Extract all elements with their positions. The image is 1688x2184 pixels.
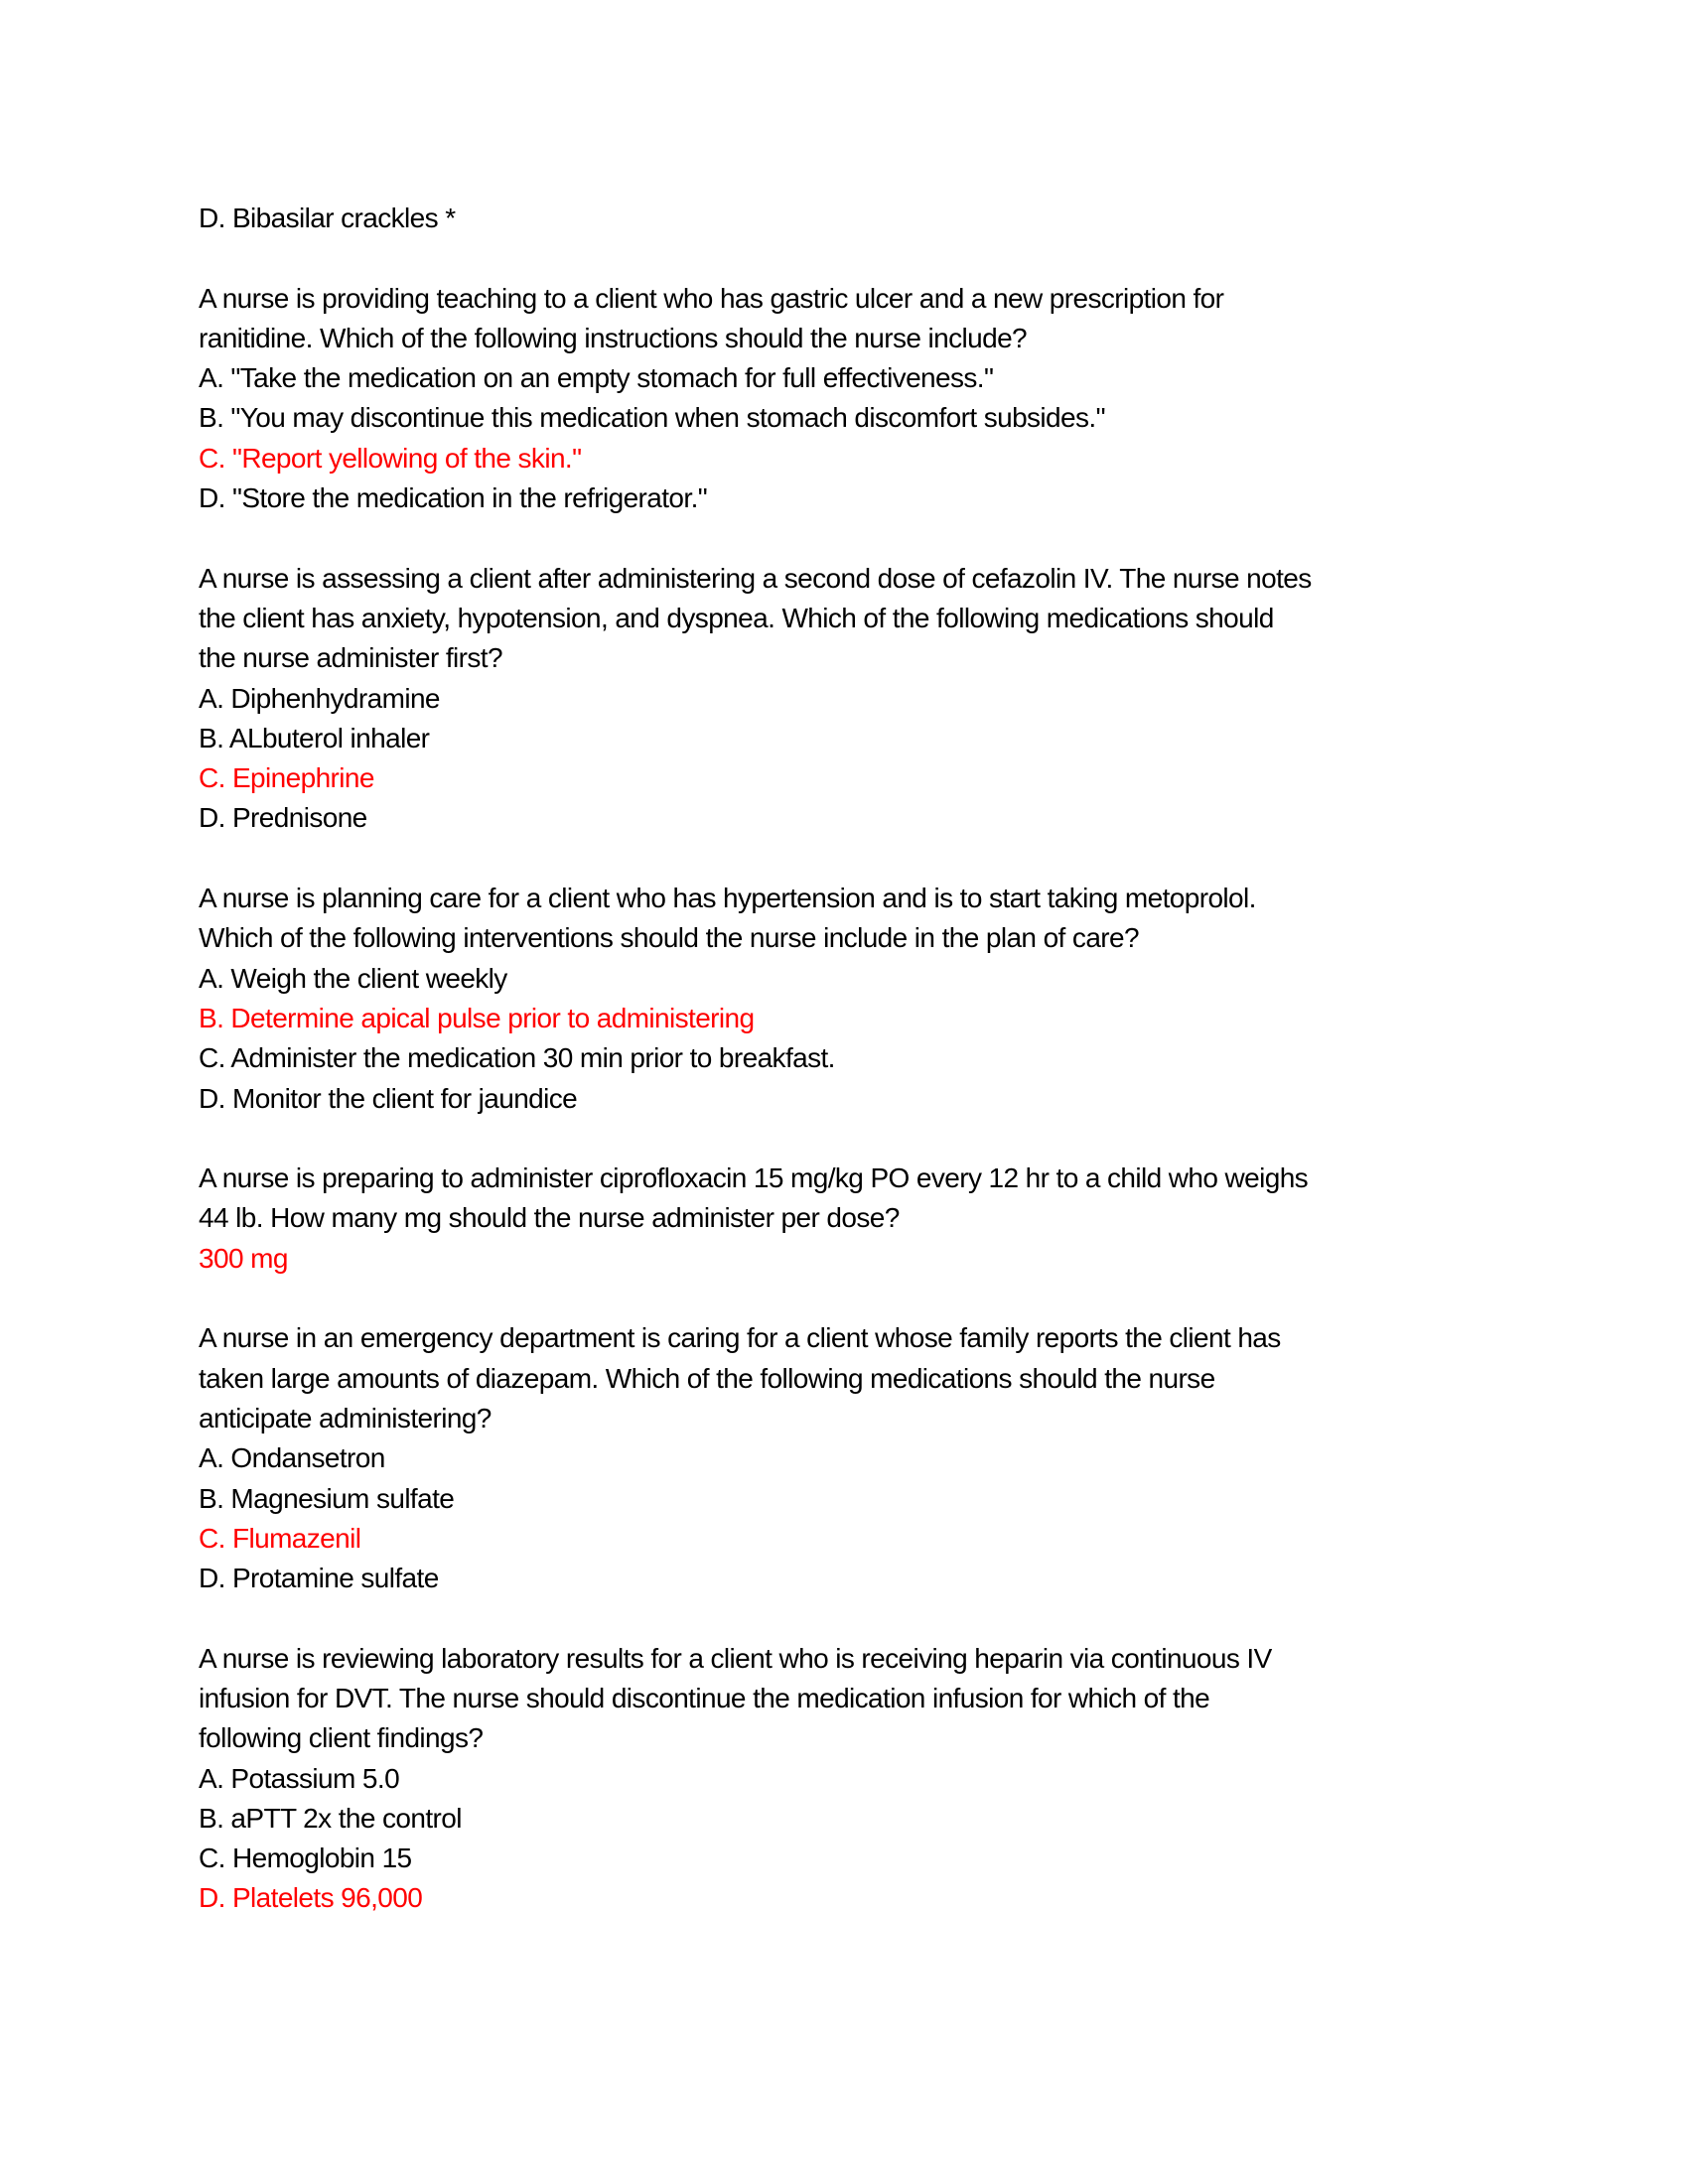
option-a: A. Ondansetron bbox=[199, 1442, 385, 1474]
question-5 bbox=[199, 1318, 1489, 1598]
spacer bbox=[199, 1119, 1489, 1159]
spacer bbox=[199, 1598, 1489, 1638]
question-stem-line: A nurse in an emergency department is caring for a client whose family reports the client has bbox=[199, 1322, 1281, 1354]
question-stem-line: A nurse is preparing to administer ciprofloxacin 15 mg/kg PO every 12 hr to a child who weighs bbox=[199, 1162, 1309, 1194]
question-6 bbox=[199, 1639, 1489, 1919]
option-d: D. Prednisone bbox=[199, 802, 367, 834]
option-b: B. ALbuterol inhaler bbox=[199, 722, 430, 753]
question-stem-line: following client findings? bbox=[199, 1722, 484, 1754]
question-stem-line: A nurse is assessing a client after administering a second dose of cefazolin IV. The nurse notes bbox=[199, 562, 1312, 594]
spacer bbox=[199, 1279, 1489, 1318]
question-stem-line: the nurse administer first? bbox=[199, 642, 502, 674]
question-stem-line: Which of the following interventions should the nurse include in the plan of care? bbox=[199, 922, 1139, 954]
option-c-correct-answer: C. Flumazenil bbox=[199, 1522, 361, 1554]
option-c-correct-answer: C. Epinephrine bbox=[199, 762, 374, 794]
option-a: A. Diphenhydramine bbox=[199, 682, 440, 714]
option-d: D. "Store the medication in the refrigerator." bbox=[199, 482, 708, 514]
question-stem-line: anticipate administering? bbox=[199, 1402, 492, 1433]
leading-fragment: D. Bibasilar crackles * bbox=[199, 203, 456, 233]
spacer bbox=[199, 839, 1489, 879]
document-page bbox=[199, 199, 1489, 1919]
option-d-correct-answer: D. Platelets 96,000 bbox=[199, 1882, 423, 1914]
spacer bbox=[199, 238, 1489, 278]
question-4 bbox=[199, 1159, 1489, 1279]
option-b: B. "You may discontinue this medication when stomach discomfort subsides." bbox=[199, 402, 1105, 434]
option-c-correct-answer: C. "Report yellowing of the skin." bbox=[199, 442, 582, 474]
option-c: C. Hemoglobin 15 bbox=[199, 1843, 412, 1874]
question-stem-line: infusion for DVT. The nurse should discontinue the medication infusion for which of the bbox=[199, 1682, 1210, 1713]
question-stem-line: A nurse is planning care for a client who has hypertension and is to start taking metoprolol. bbox=[199, 883, 1256, 914]
question-3 bbox=[199, 879, 1489, 1119]
question-stem-line: taken large amounts of diazepam. Which of the following medications should the nurse bbox=[199, 1362, 1215, 1394]
option-d: D. Protamine sulfate bbox=[199, 1563, 439, 1594]
option-b: B. Magnesium sulfate bbox=[199, 1482, 455, 1514]
option-a: A. Weigh the client weekly bbox=[199, 962, 507, 994]
question-stem-line: A nurse is providing teaching to a client who has gastric ulcer and a new prescription for bbox=[199, 282, 1224, 314]
question-stem-line: 44 lb. How many mg should the nurse administer per dose? bbox=[199, 1202, 900, 1234]
question-stem-line: A nurse is reviewing laboratory results for a client who is receiving heparin via continuous IV bbox=[199, 1642, 1272, 1674]
question-2 bbox=[199, 559, 1489, 839]
question-stem-line: ranitidine. Which of the following instructions should the nurse include? bbox=[199, 322, 1028, 353]
option-a: A. Potassium 5.0 bbox=[199, 1762, 400, 1794]
question-stem-line: the client has anxiety, hypotension, and dyspnea. Which of the following medications should bbox=[199, 602, 1274, 633]
option-a: A. "Take the medication on an empty stomach for full effectiveness." bbox=[199, 362, 994, 394]
option-d: D. Monitor the client for jaundice bbox=[199, 1082, 578, 1114]
option-c: C. Administer the medication 30 min prior to breakfast. bbox=[199, 1042, 835, 1074]
question-1 bbox=[199, 279, 1489, 519]
spacer bbox=[199, 518, 1489, 558]
option-b: B. aPTT 2x the control bbox=[199, 1802, 462, 1834]
calculated-answer: 300 mg bbox=[199, 1242, 288, 1274]
option-b-correct-answer: B. Determine apical pulse prior to administering bbox=[199, 1002, 755, 1033]
